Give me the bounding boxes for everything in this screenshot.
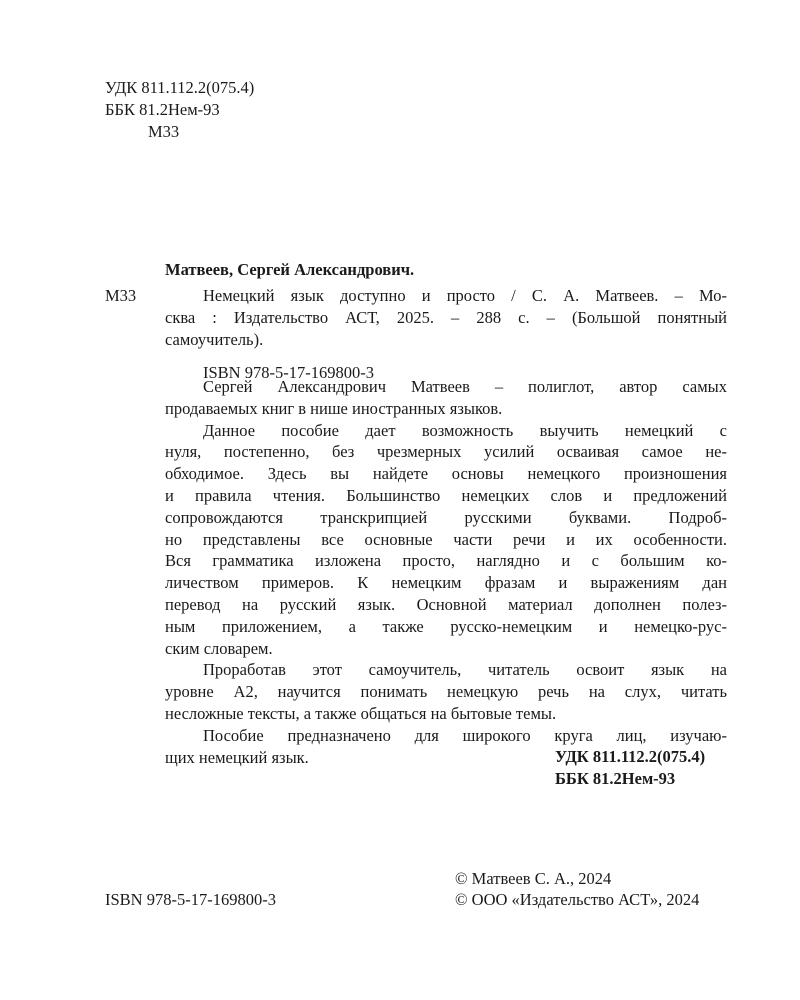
annotation-line: личеством примеров. К немецким фразам и выражениям дан <box>165 573 727 593</box>
annotation <box>165 376 727 768</box>
copyright-author: © Матвеев С. А., 2024 <box>455 869 612 888</box>
annotation-line: Пособие предназначено для широкого круга лиц, изучаю- <box>203 725 727 745</box>
udk-header: УДК 811.112.2(075.4) <box>105 78 255 97</box>
annotation-line: Сергей Александрович Матвеев – полиглот, автор самых <box>203 377 727 396</box>
copyright-publisher: © ООО «Издательство АСТ», 2024 <box>455 890 700 909</box>
isbn-record: ISBN 978-5-17-169800-3 <box>203 363 374 382</box>
annotation-line: продаваемых книг в нише иностранных языков. <box>165 398 503 418</box>
annotation-line: обходимое. Здесь вы найдете основы немецкого произношения <box>165 464 727 484</box>
annotation-line: ским словарем. <box>165 638 273 658</box>
bbk-classification: ББК 81.2Нем-93 <box>555 769 676 788</box>
annotation-line: нуля, постепенно, без чрезмерных усилий осваивая самое не- <box>165 442 727 462</box>
author-mark-header: М33 <box>148 122 180 141</box>
annotation-line: щих немецкий язык. <box>165 747 309 767</box>
annotation-line: перевод на русский язык. Основной материал дополнен полез- <box>165 594 727 614</box>
isbn-footer: ISBN 978-5-17-169800-3 <box>105 890 276 909</box>
annotation-line: сопровождаются транскрипцией русскими буквами. Подроб- <box>165 507 727 527</box>
bibliographic-description <box>165 285 727 350</box>
description-line: самоучитель). <box>165 329 264 349</box>
annotation-line: Вся грамматика изложена просто, наглядно и с большим ко- <box>165 551 727 571</box>
annotation-line: ным приложением, а также русско-немецким и немецко-рус- <box>165 616 727 636</box>
annotation-line: несложные тексты, а также общаться на бытовые темы. <box>165 703 557 723</box>
udk-classification: УДК 811.112.2(075.4) <box>555 747 706 766</box>
description-line: Немецкий язык доступно и просто / С. А. Матвеев. – Мо- <box>203 286 727 305</box>
annotation-line: но представлены все основные части речи и их особенности. <box>165 529 727 549</box>
annotation-line: Данное пособие дает возможность выучить немецкий с <box>203 420 727 440</box>
bbk-header: ББК 81.2Нем-93 <box>105 100 220 119</box>
annotation-line: и правила чтения. Большинство немецких слов и предложений <box>165 485 727 505</box>
author-name: Матвеев, Сергей Александрович. <box>165 260 415 279</box>
annotation-line: Проработав этот самоучитель, читатель освоит язык на <box>203 660 727 680</box>
description-line: сква : Издательство АСТ, 2025. – 288 с. – (Большой понятный <box>165 307 727 327</box>
annotation-line: уровне А2, научится понимать немецкую речь на слух, читать <box>165 682 727 702</box>
author-mark: М33 <box>105 286 137 305</box>
